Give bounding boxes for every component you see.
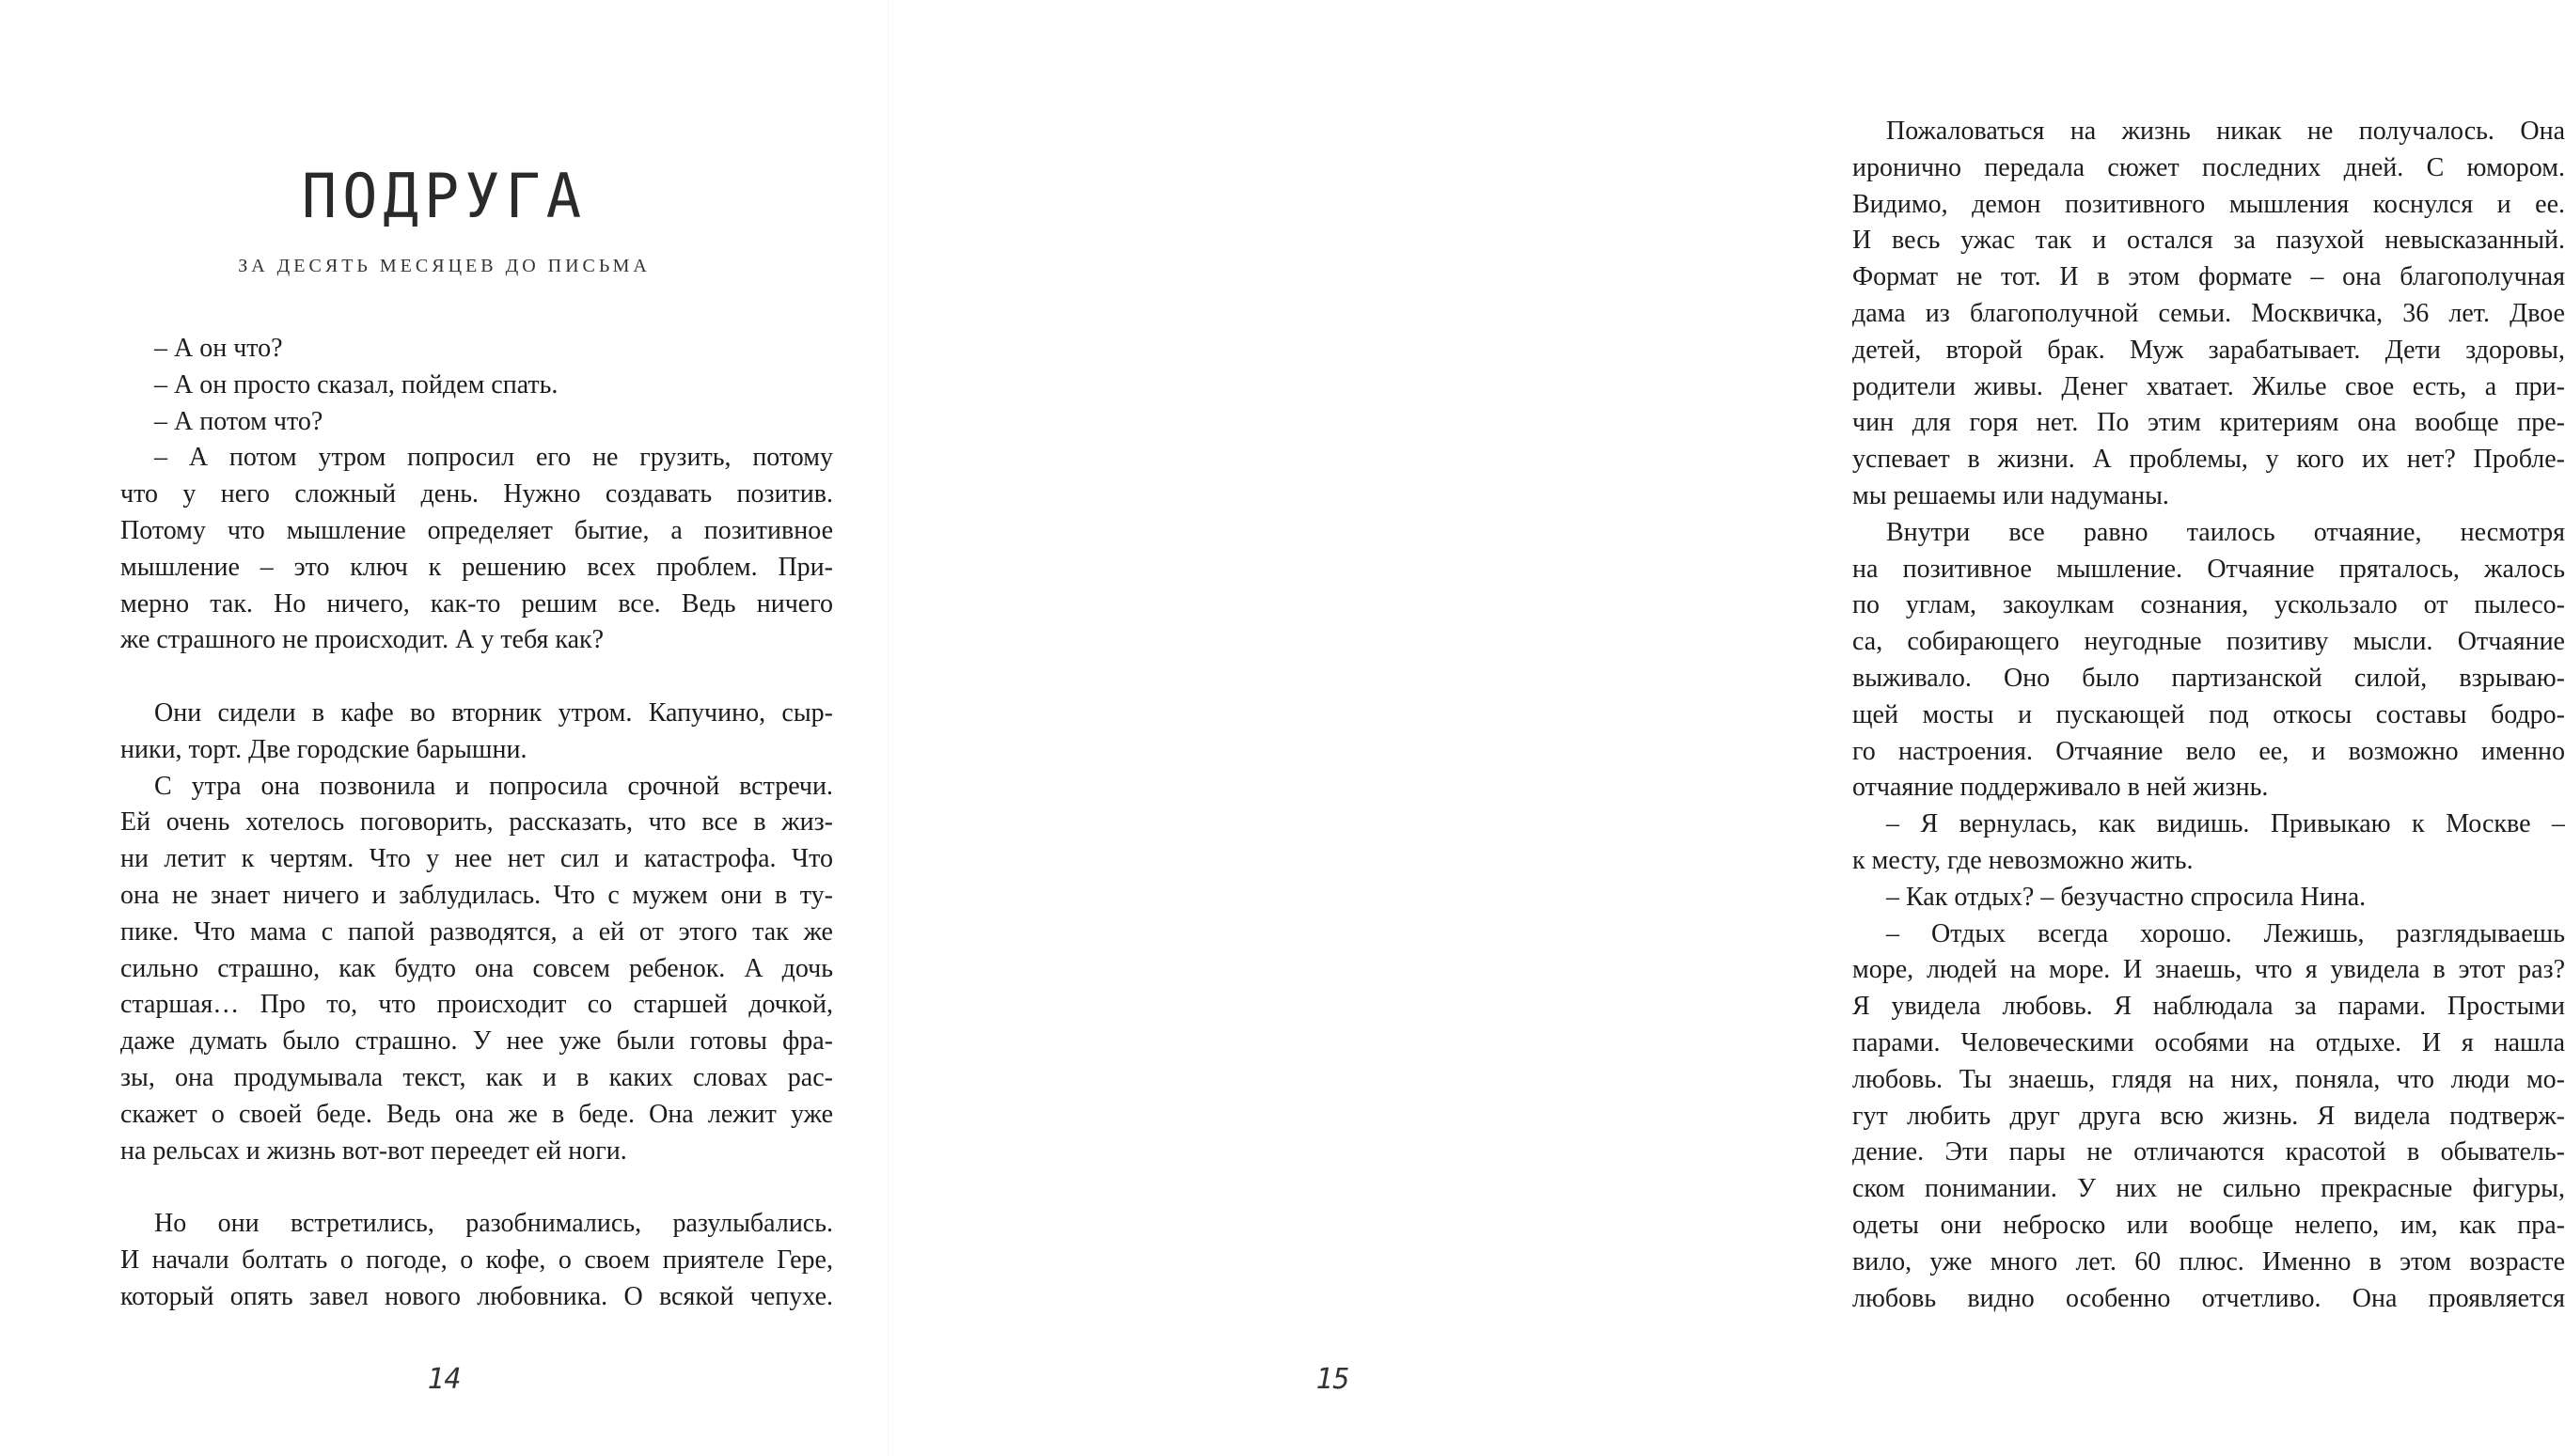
text-line: она не знает ничего и заблудилась. Что с мужем они в ту-: [120, 880, 833, 910]
paragraph-gap: [120, 659, 833, 696]
text-line: И начали болтать о погоде, о кофе, о своем приятеле Гере,: [120, 1245, 833, 1275]
left-page-text: [120, 331, 833, 1316]
page-number: 14: [427, 1363, 462, 1396]
text-line: иронично передала сюжет последних дней. С юмором.: [1852, 152, 2565, 182]
text-line: Я увидела любовь. Я наблюдала за парами. Простыми: [1852, 992, 2565, 1022]
text-line: Внутри все равно таилось отчаяние, несмотря: [1886, 517, 2565, 547]
text-line: пике. Что мама с папой разводятся, а ей от этого так же: [120, 916, 833, 947]
right-page-text: [1852, 114, 2565, 1317]
text-line: который опять завел нового любовника. О всякой чепухе.: [120, 1281, 833, 1311]
text-line: сильно страшно, как будто она совсем ребенок. А дочь: [120, 953, 833, 983]
text-line: Потому что мышление определяет бытие, а позитивное: [120, 515, 833, 545]
text-line: – А потом утром попросил его не грузить, потому: [154, 443, 833, 473]
text-line: Они сидели в кафе во вторник утром. Капучино, сыр-: [154, 697, 833, 728]
text-line: го настроения. Отчаяние вело ее, и возможно именно: [1852, 736, 2565, 766]
chapter-subtitle: ЗА ДЕСЯТЬ МЕСЯЦЕВ ДО ПИСЬМА: [238, 256, 651, 276]
text-line: выживало. Оно было партизанской силой, взрываю-: [1852, 663, 2565, 693]
text-line: Видимо, демон позитивного мышления коснулся и ее.: [1852, 189, 2565, 219]
text-line: – А он что?: [154, 334, 283, 363]
text-line: ники, торт. Две городские барышни.: [120, 734, 527, 764]
text-line: – Как отдых? – безучастно спросила Нина.: [1886, 882, 2367, 912]
text-line: по углам, закоулкам сознания, ускользало от пылесо-: [1852, 590, 2565, 620]
text-line: чин для горя нет. По этим критериям она вообще пре-: [1852, 408, 2565, 438]
text-line: вило, уже много лет. 60 плюс. Именно в этом возрасте: [1852, 1246, 2565, 1276]
text-line: успевает в жизни. А проблемы, у кого их нет? Пробле-: [1852, 445, 2565, 475]
text-line: – Я вернулась, как видишь. Привыкаю к Москве –: [1886, 809, 2565, 839]
text-line: мышление – это ключ к решению всех проблем. При-: [120, 552, 833, 582]
text-line: щей мосты и пускающей под откосы составы бодро-: [1852, 699, 2565, 729]
text-line: ни летит к чертям. Что у нее нет сил и катастрофа. Что: [120, 844, 833, 874]
text-line: же страшного не происходит. А у тебя как?: [120, 625, 605, 655]
text-line: мерно так. Но ничего, как-то решим все. Ведь ничего: [120, 588, 833, 618]
text-line: старшая… Про то, что происходит со старшей дочкой,: [120, 990, 833, 1020]
text-line: Но они встретились, разобнимались, разулыбались.: [154, 1209, 833, 1239]
text-line: зы, она продумывала текст, как и в каких словах рас-: [120, 1062, 833, 1092]
text-line: С утра она позвонила и попросила срочной встречи.: [154, 771, 833, 801]
page-number: 15: [1315, 1363, 1350, 1396]
text-line: к месту, где невозможно жить.: [1852, 845, 2194, 875]
text-line: дама из благополучной семьи. Москвичка, 36 лет. Двое: [1852, 298, 2565, 328]
text-line: скажет о своей беде. Ведь она же в беде. Она лежит уже: [120, 1099, 833, 1129]
text-line: парами. Человеческими особями на отдыхе. И я нашла: [1852, 1027, 2565, 1057]
chapter-title: ПОДРУГА: [301, 160, 588, 232]
right-page: [889, 0, 2565, 1456]
text-line: на рельсах и жизнь вот-вот переедет ей ноги.: [120, 1135, 627, 1166]
text-line: – Отдых всегда хорошо. Лежишь, разглядываешь: [1886, 918, 2565, 948]
text-line: Пожаловаться на жизнь никак не получалось. Она: [1886, 117, 2565, 146]
text-line: – А он просто сказал, пойдем спать.: [154, 369, 559, 399]
left-page: [0, 0, 889, 1456]
text-line: мы решаемы или надуманы.: [1852, 480, 2169, 510]
text-line: Ей очень хотелось поговорить, рассказать, что все в жиз-: [120, 807, 833, 838]
text-line: – А потом что?: [154, 406, 323, 436]
text-line: дение. Эти пары не отличаются красотой в обыватель-: [1852, 1137, 2565, 1167]
text-line: отчаяние поддерживало в ней жизнь.: [1852, 773, 2269, 803]
text-line: любовь видно особенно отчетливо. Она проявляется: [1852, 1283, 2565, 1313]
text-line: на позитивное мышление. Отчаяние пряталось, жалось: [1852, 554, 2565, 584]
text-line: родители живы. Денег хватает. Жилье свое есть, а при-: [1852, 371, 2565, 401]
text-line: ском понимании. У них не сильно прекрасные фигуры,: [1852, 1174, 2565, 1204]
text-line: Формат не тот. И в этом формате – она благополучная: [1852, 262, 2565, 292]
paragraph-gap: [120, 1169, 833, 1206]
text-line: что у него сложный день. Нужно создавать позитив.: [120, 479, 833, 509]
text-line: море, людей на море. И знаешь, что я увидела в этот раз?: [1852, 955, 2565, 985]
text-line: И весь ужас так и остался за пазухой невысказанный.: [1852, 226, 2565, 256]
text-line: любовь. Ты знаешь, глядя на них, поняла, что люди мо-: [1852, 1064, 2565, 1094]
text-line: детей, второй брак. Муж зарабатывает. Дети здоровы,: [1852, 335, 2565, 365]
text-line: са, собирающего неугодные позитиву мысли. Отчаяние: [1852, 627, 2565, 657]
text-line: даже думать было страшно. У нее уже были готовы фра-: [120, 1026, 833, 1057]
text-line: одеты они неброско или вообще нелепо, им, как пра-: [1852, 1210, 2565, 1240]
text-line: гут любить друг друга всю жизнь. Я видела подтверж-: [1852, 1101, 2565, 1131]
